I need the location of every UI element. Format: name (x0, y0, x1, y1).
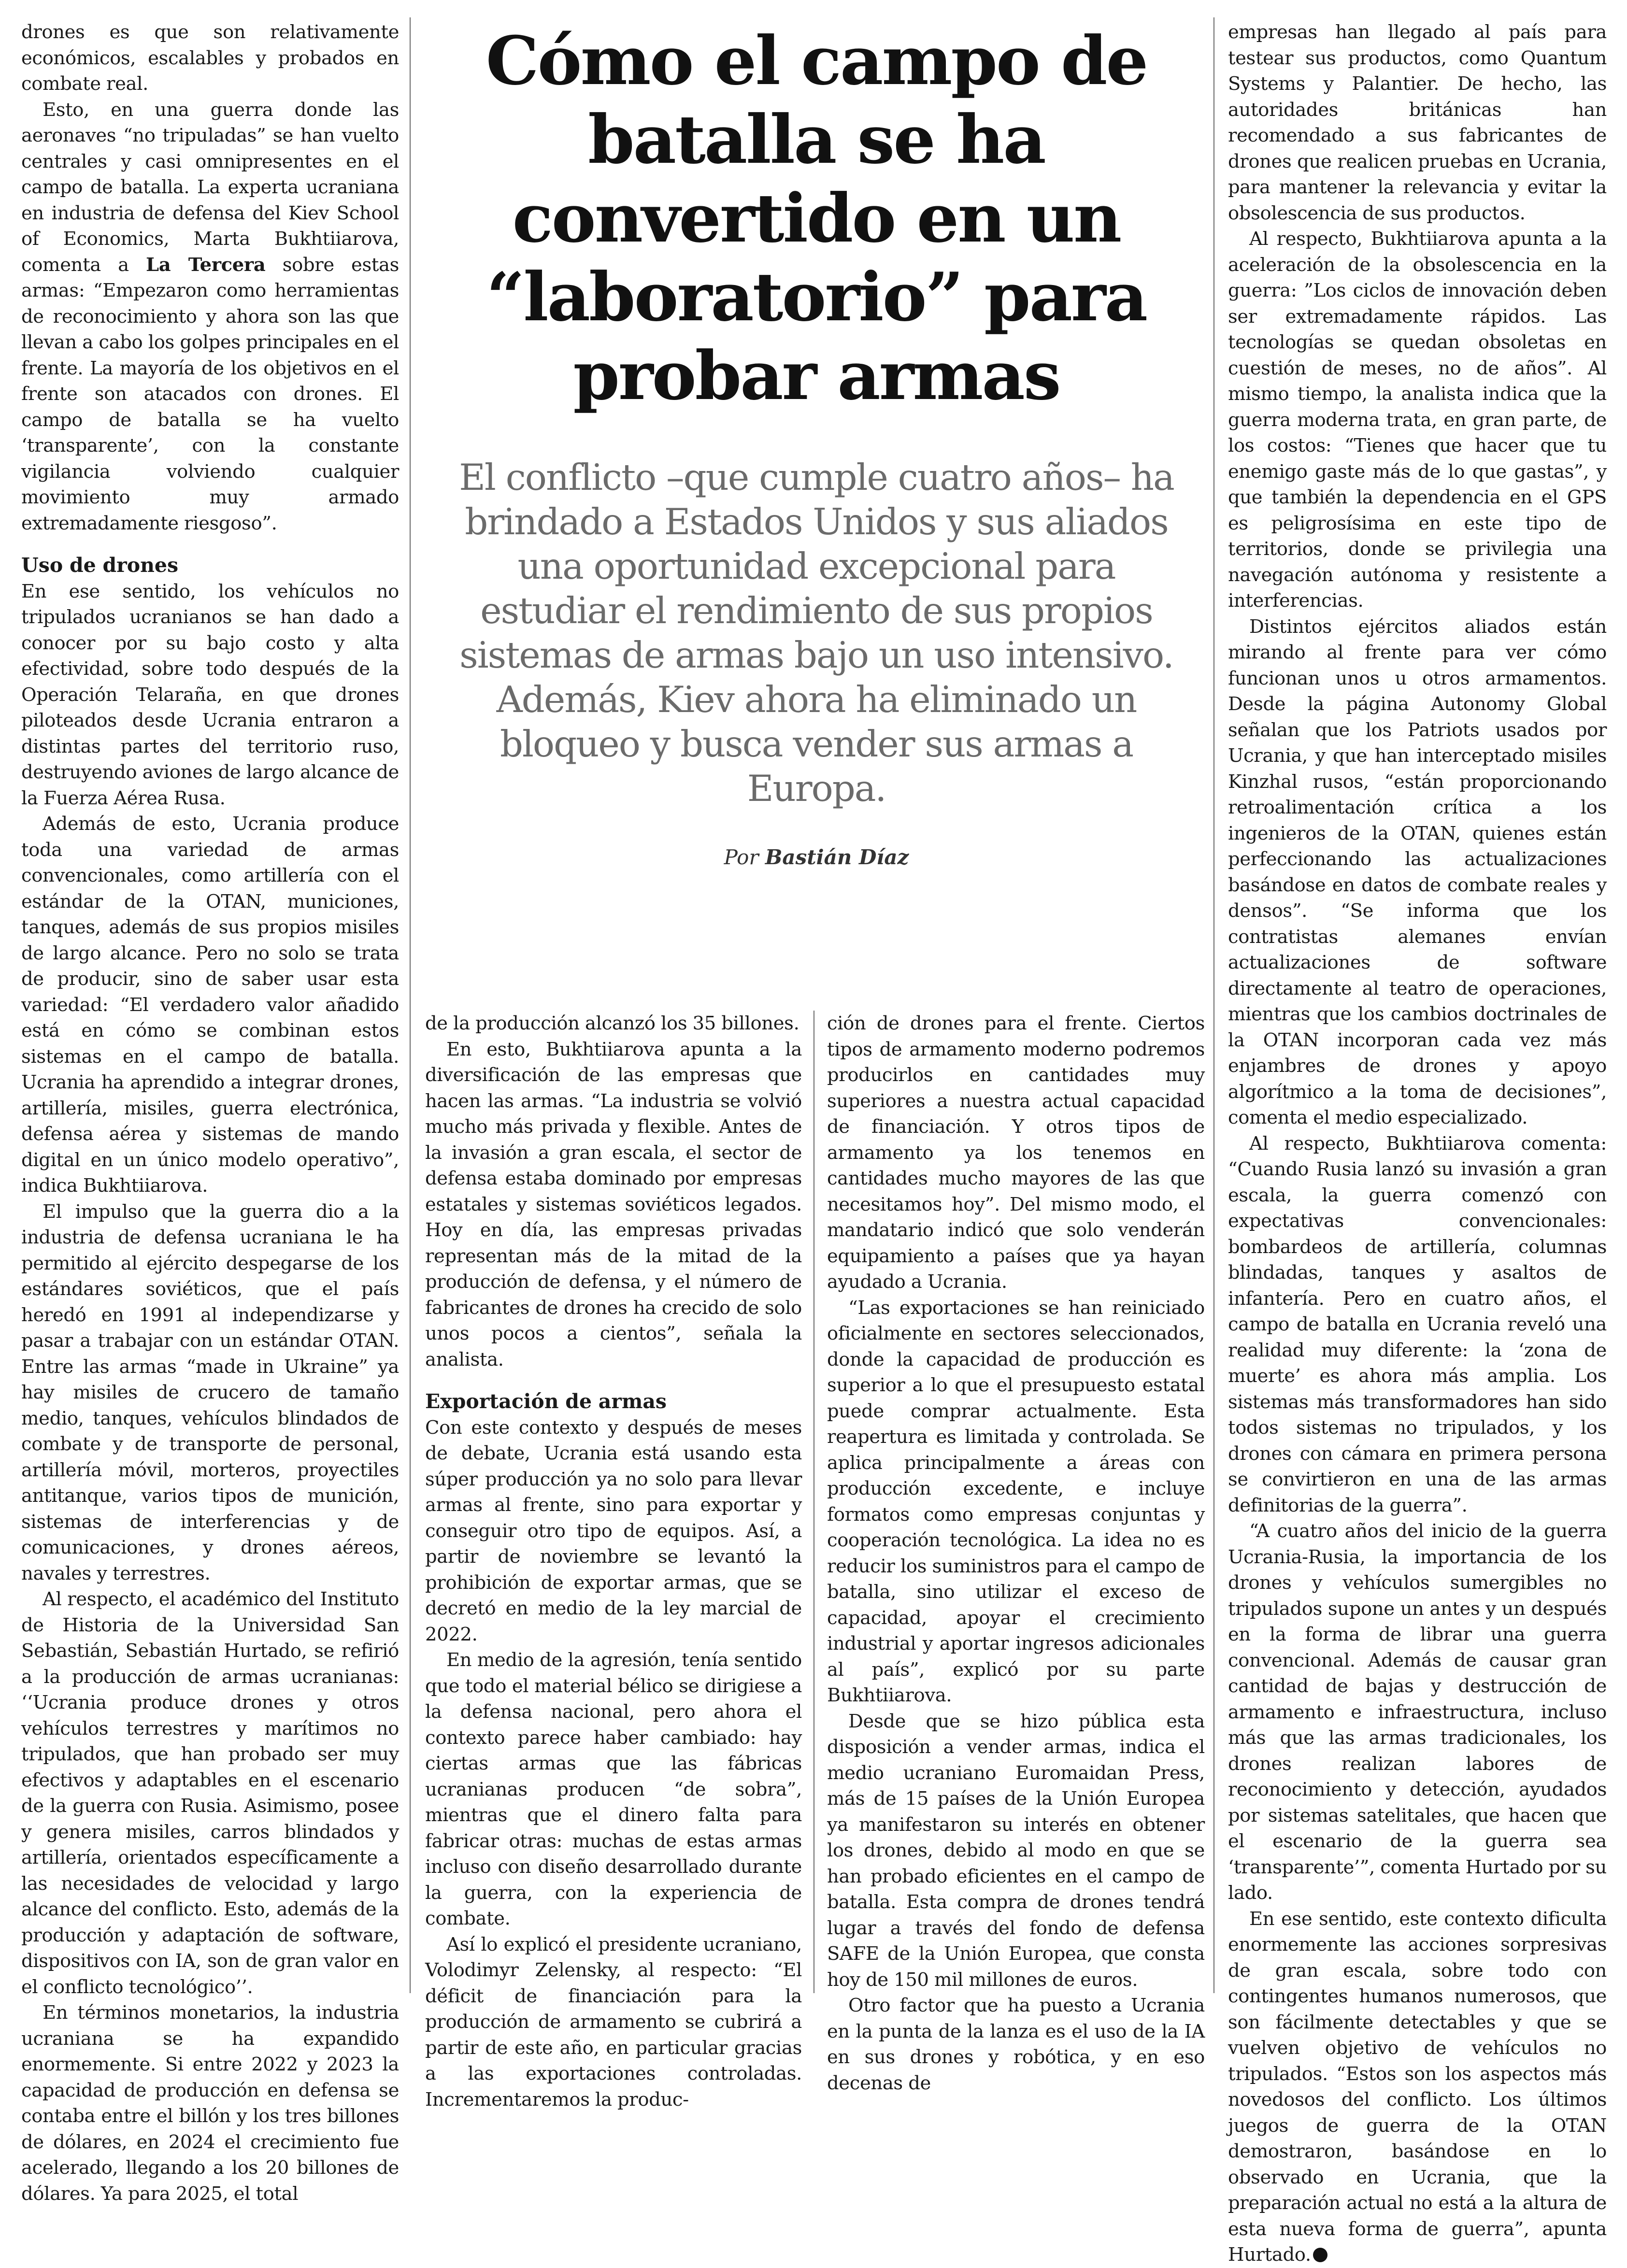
paragraph: Otro factor que ha puesto a Ucrania en la punta de la lanza es el uso de la IA en sus drones y robótica, y en eso decenas de (827, 1995, 1205, 2094)
article-deck: El conflicto –que cumple cuatro años– ha brindado a Estados Unidos y sus aliados una oportunidad excepcional para estudiar el rendimiento de sus propios sistemas de armas bajo un uso intensivo. Además, Kiev ahora ha eliminado un bloqueo y busca vender sus armas a Europa. (459, 456, 1174, 810)
text-column-3 (827, 1011, 1205, 2094)
paragraph: Además de esto, Ucrania produce toda una variedad de armas convencionales, como artillería con el estándar de la OTAN, municiones, tanques, además de sus propios misiles de largo alcance. Pero no solo se trata de producir, sino de saber usar esta variedad: “El verdadero valor añadido está en cómo se combinan estos sistemas en el campo de batalla. Ucrania ha aprendido a integrar drones, artillería, misiles, guerra electrónica, defensa aérea y sistemas de mando digital en un único modelo operativo”, indica Bukhtiiarova. (21, 813, 399, 1197)
article-byline (435, 845, 1198, 869)
paragraph: En ese sentido, los vehículos no tripulados ucranianos se han dado a conocer por su bajo costo y alta efectividad, sobre todo después de la Operación Telaraña, en que drones piloteados desde Ucrania entraron a distintas partes del territorio ruso, destruyendo aviones de largo alcance de la Fuerza Aérea Rusa. (21, 580, 399, 809)
end-of-article-icon (1313, 2248, 1327, 2262)
text-column-4 (1228, 19, 1607, 2266)
outlet-name: La Tercera (145, 254, 266, 276)
paragraph-text: En ese sentido, este contexto dificulta enormemente las acciones sorpresivas de gran escala, sobre todo con contingentes humanos numerosos, que son fácilmente detectables y que se vuelven objetivo de vehículos no tripulados. “Estos son los aspectos más novedosos del conflicto. Los últimos juegos de guerra de la OTAN demostraron, basándose en lo observado en Ucrania, que la preparación actual no está a la altura de esta nueva forma de guerra”, apunta Hurtado. (1228, 1908, 1607, 2266)
paragraph: Distintos ejércitos aliados están mirando al frente para ver cómo funcionan unos u otros armamentos. Desde la página Autonomy Global señalan que los Patriots usados por Ucrania, y que han interceptado misiles Kinzhal rusos, “están proporcionando retroalimentación crítica a los ingenieros de la OTAN, quienes están perfeccionando las actualizaciones basándose en datos de combate reales y densos”. “Se informa que los contratistas alemanes envían actualizaciones de software directamente al teatro de operaciones, mientras que los cambios doctrinales de la OTAN incorporan cada vez más enjambres de drones y apoyo algorítmico a la toma de decisiones”, comenta el medio especializado. (1228, 615, 1607, 1128)
text-column-1 (21, 19, 400, 2205)
paragraph: En medio de la agresión, tenía sentido que todo el material bélico se dirigiese a la defensa nacional, pero ahora el contexto parece haber cambiado: hay ciertas armas que las fábricas ucranianas producen “de sobra”, mientras que el dinero falta para fabricar otras: muchas de estas armas incluso con diseño desarrollado durante la guerra, con la experiencia de combate. (425, 1649, 802, 1929)
paragraph: Con este contexto y después de meses de debate, Ucrania está usando esta súper producción ya no solo para llevar armas al frente, sino para exportar y conseguir otro tipo de equipos. Así, a partir de noviembre se levantó la prohibición de exportar armas, que se decretó en medio de la ley marcial de 2022. (425, 1416, 802, 1645)
byline-author: Bastián Díaz (765, 845, 909, 869)
section-heading: Exportación de armas (425, 1390, 667, 1413)
column-rule (1213, 17, 1214, 1993)
article-headline: Cómo el campo de batalla se ha convertido en un “laboratorio” para probar armas (485, 21, 1147, 415)
paragraph: Al respecto, el académico del Instituto de Historia de la Universidad San Sebastián, Sebastián Hurtado, se refirió a la producción de armas ucranianas: ‘‘Ucrania produce drones y otros vehículos terrestres y marítimos no tripulados, que han probado ser muy efectivos y adaptables en el escenario de la guerra con Rusia. Asimismo, posee y genera misiles, carros blindados y artillería, orientados específicamente a las necesidades de velocidad y largo alcance del conflicto. Esto, además de la producción y adaptación de software, dispositivos con IA, son de gran valor en el conflicto tecnológico’’. (21, 1588, 399, 1998)
byline-prefix: Por (724, 845, 759, 869)
paragraph: Al respecto, Bukhtiiarova comenta: “Cuando Rusia lanzó su invasión a gran escala, la guerra comenzó con expectativas convencionales: bombardeos de artillería, columnas blindadas, tanques y asaltos de infantería. Pero en cuatro años, el campo de batalla en Ucrania reveló una realidad muy diferente: la ‘zona de muerte’ es ahora más amplia. Los sistemas más transformadores han sido todos sistemas no tripulados, y los drones con cámara en primera persona se convirtieron en una de las armas definitorias de la guerra”. (1228, 1132, 1607, 1516)
paragraph: empresas han llegado al país para testear sus productos, como Quantum Systems y Palantier. De hecho, las autoridades británicas han recomendado a sus fabricantes de drones que realicen pruebas en Ucrania, para mantener la relevancia y evitar la obsolescencia de sus productos. (1228, 21, 1607, 224)
text-column-2 (425, 1011, 802, 2111)
paragraph: drones es que son relativamente económicos, escalables y probados en combate real. (21, 21, 399, 95)
paragraph-text: sobre estas armas: “Empezaron como herramientas de reconocimiento y ahora son las que llevan a cabo los golpes principales en el frente. La mayoría de los objetivos en el frente son atacados con drones. El campo de batalla se ha vuelto ‘transparente’, con la constante vigilancia volviendo cualquier movimiento muy armado extremadamente riesgoso”. (21, 254, 400, 534)
paragraph (21, 97, 399, 537)
paragraph: “A cuatro años del inicio de la guerra Ucrania-Rusia, la importancia de los drones y vehículos sumergibles no tripulados supone un antes y un después en la forma de librar una guerra convencional. Además de causar gran cantidad de bajas y destrucción de armamento e infraestructura, incluso más que las armas tradicionales, los drones realizan labores de reconocimiento y detección, ayudados por sistemas satelitales, que hacen que el escenario de la guerra sea ‘transparente’”, comenta Hurtado por su lado. (1228, 1520, 1607, 1904)
paragraph-text: Esto, en una guerra donde las aeronaves “no tripuladas” se han vuelto centrales y casi omnipresentes en el campo de batalla. La experta ucraniana en industria de defensa del Kiev School of Economics, Marta Bukhtiiarova, comenta a (21, 99, 399, 276)
paragraph: “Las exportaciones se han reiniciado oficialmente en sectores seleccionados, donde la capacidad de producción es superior a lo que el presupuesto estatal puede comprar actualmente. Esta reapertura es limitada y controlada. Se aplica principalmente a áreas con producción excedente, e incluye formatos como empresas conjuntas y cooperación tecnológica. La idea no es reducir los suministros para el campo de batalla, sino utilizar el exceso de capacidad, apoyar el crecimiento industrial y aportar ingresos adicionales al país”, explicó por su parte Bukhtiiarova. (827, 1297, 1205, 1706)
paragraph: El impulso que la guerra dio a la industria de defensa ucraniana le ha permitido al ejército despegarse de los estándares soviéticos, que el país heredó en 1991 al independizarse y pasar a trabajar con un estándar OTAN. Entre las armas “made in Ukraine” ya hay misiles de crucero de tamaño medio, tanques, vehículos blindados de combate y de transporte de personal, artillería móvil, morteros, proyectiles antitanque, varios tipos de munición, sistemas de interferencias y de comunicaciones, y drones aéreos, navales y terrestres. (21, 1200, 399, 1584)
paragraph: ción de drones para el frente. Ciertos tipos de armamento moderno podremos producirlos en cantidades muy superiores a nuestra actual capacidad de financiación. Y otros tipos de armamento ya los tenemos en cantidades mucho mayores de las que necesitamos hoy”. Del mismo modo, el mandatario indicó que solo venderán equipamiento a países que ya hayan ayudado a Ucrania. (827, 1013, 1205, 1293)
paragraph: Así lo explicó el presidente ucraniano, Volodimyr Zelensky, al respecto: “El déficit de financiación para la producción de armamento se cubrirá a partir de este año, en particular gracias a las exportaciones controladas. Incrementaremos la produc- (425, 1933, 802, 2111)
paragraph: En esto, Bukhtiiarova apunta a la diversificación de las empresas que hacen las armas. “La industria se volvió mucho más privada y flexible. Antes de la invasión a gran escala, el sector de defensa estaba dominado por empresas estatales y sistemas soviéticos legados. Hoy en día, las empresas privadas representan más de la mitad de la producción de defensa, y el número de fabricantes de drones ha crecido de solo unos pocos a cientos”, señala la analista. (425, 1038, 802, 1370)
paragraph: En términos monetarios, la industria ucraniana se ha expandido enormemente. Si entre 2022 y 2023 la capacidad de producción en defensa se contaba entre el billón y los tres billones de dólares, en 2024 el crecimiento fue acelerado, llegando a los 20 billones de dólares. Ya para 2025, el total (21, 2002, 399, 2205)
paragraph: Al respecto, Bukhtiiarova apunta a la aceleración de la obsolescencia en la guerra: ”Los ciclos de innovación deben ser extremadamente rápidos. Las tecnologías se quedan obsoletas en cuestión de meses, no de años”. Al mismo tiempo, la analista indica que la guerra moderna trata, en gran parte, de los costos: “Tienes que hacer que tu enemigo gaste más de lo que gastas”, y que también la dependencia en el GPS es peligrosísima en este tipo de territorios, donde se privilegia una navegación autónoma y resistente a interferencias. (1228, 228, 1607, 612)
paragraph: de la producción alcanzó los 35 billones. (425, 1013, 799, 1034)
paragraph (1228, 1906, 1607, 2268)
paragraph: Desde que se hizo pública esta disposición a vender armas, indica el medio ucraniano Euromaidan Press, más de 15 países de la Unión Europea ya manifestaron su interés en obtener los drones, debido al modo en que se han probado eficientes en el campo de batalla. Esta compra de drones tendrá lugar a través del fondo de defensa SAFE de la Unión Europea, que consta hoy de 150 mil millones de euros. (827, 1710, 1205, 1991)
section-heading: Uso de drones (21, 554, 179, 577)
column-rule (410, 17, 411, 1993)
